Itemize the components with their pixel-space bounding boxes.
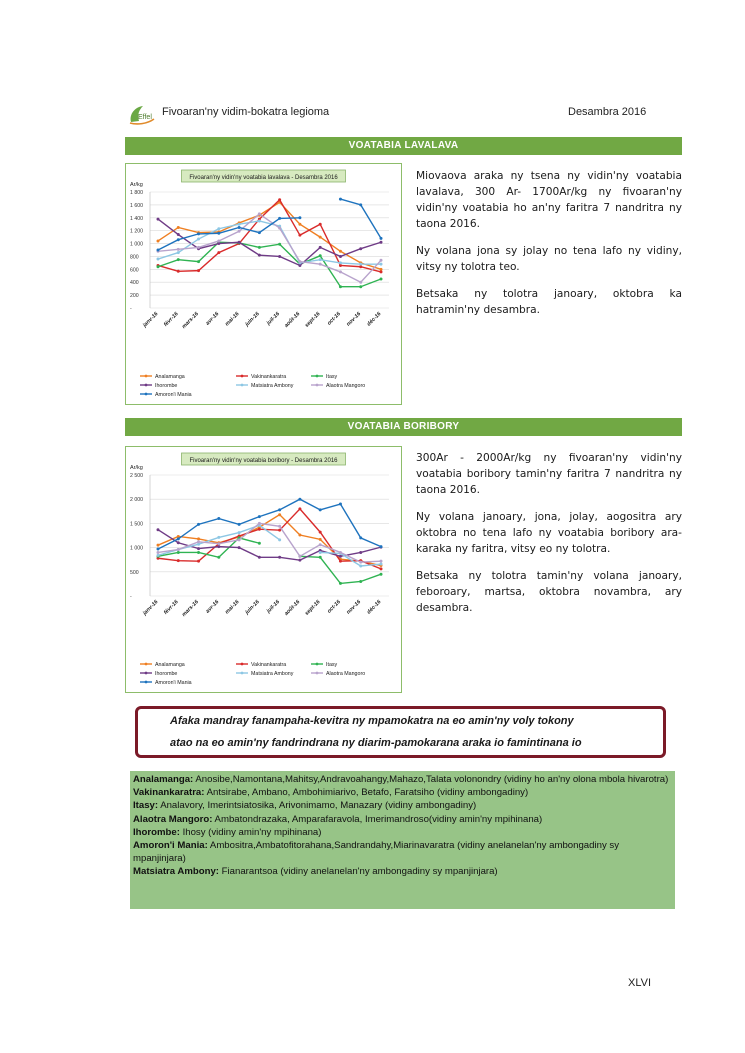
chart-lavalava-svg [126,164,401,404]
legend-marker [241,663,244,666]
data-point [258,515,261,518]
data-point [380,545,383,548]
data-point [359,561,362,564]
data-point [298,216,301,219]
paragraph: Miovaova araka ny tsena ny vidin'ny voatabia lavalava, 300 Ar- 1700Ar/kg ny fivoaran'ny vidin'ny voatabia ho an'ny faritra 7 nandritra ny taona 2016. [416,170,682,230]
data-point [339,560,342,563]
legend-marker [241,384,244,387]
y-tick-label: 2 500 [130,473,143,479]
data-point [217,517,220,520]
data-point [359,263,362,266]
x-tick-label: mars-16 [181,311,200,331]
section-band-lavalava: VOATABIA LAVALAVA [125,137,682,155]
data-point [197,537,200,540]
data-point [177,548,180,551]
data-point [319,543,322,546]
data-point [298,260,301,263]
data-point [339,264,342,267]
x-tick-label: mai-16 [224,599,241,616]
data-point [177,270,180,273]
paragraph: 300Ar - 2000Ar/kg ny fivoaran'ny vidin'ny voatabia boribory tamin'ny faritra 7 nandritra ny taona 2016. [416,452,682,496]
data-point [197,551,200,554]
page-number: XLVI [628,977,652,989]
data-point [197,547,200,550]
notice-line: Afaka mandray fanampaha-kevitra ny mpamokatra na eo amin'ny voly tokony [170,715,574,727]
data-point [380,563,383,566]
logo [127,104,157,126]
data-point [278,556,281,559]
y-tick-label: 1 000 [130,241,143,248]
data-point [339,551,342,554]
chart-title: Fivoaran'ny vidin'ny voatabia boribory - Desambra 2016 [189,458,338,464]
data-point [197,269,200,272]
x-tick-label: mars-16 [181,599,200,619]
data-point [238,241,241,244]
data-point [298,559,301,562]
data-point [298,234,301,237]
data-point [319,531,322,534]
data-point [319,551,322,554]
y-axis-unit: Ar/kg [130,182,143,188]
data-point [197,232,200,235]
data-point [258,254,261,257]
y-tick-label: 600 [130,267,139,274]
legend-label: Amoron'i Mania [155,392,192,398]
data-point [217,242,220,245]
legend-label: Ihorombe [155,383,178,389]
data-point [177,258,180,261]
notice-line: atao na eo amin'ny fandrindrana ny diarim-pamokarana araka io famintinana io [170,737,582,749]
data-point [177,233,180,236]
data-point [177,541,180,544]
legend-label: Vakinankaratra [251,662,287,668]
x-tick-label: déc-16 [366,311,383,328]
data-point [359,285,362,288]
data-point [238,538,241,541]
data-point [177,551,180,554]
region-entry: Amoron'i Mania: Ambositra,Ambatofitorahana,Sandrandahy,Miarinavaratra (vidiny anelanelan'ny ambongadiny sy mpanjinjara) [133,840,620,865]
y-tick-label: 400 [130,280,139,287]
data-point [157,551,160,554]
data-point [217,556,220,559]
notice-box [135,706,666,758]
data-point [380,270,383,273]
data-point [157,249,160,252]
data-point [197,560,200,563]
legend-label: Matsiatra Ambony [251,671,294,677]
legend-marker [316,384,319,387]
data-point [380,237,383,240]
chart-boribory-svg [126,447,401,692]
data-point [298,534,301,537]
data-point [298,223,301,226]
x-tick-label: déc-16 [366,599,383,616]
legend-marker [241,375,244,378]
regions-box [130,771,675,909]
paragraph: Betsaka ny tolotra tamin'ny volana janoary, feboroary, martsa, oktobra novambra, ary desambra. [416,570,682,614]
section-text-boribory [416,450,682,627]
data-point [380,573,383,576]
data-point [380,241,383,244]
data-point [319,246,322,249]
y-tick-label: 500 [130,569,139,576]
data-point [339,250,342,253]
region-entry: Alaotra Mangoro: Ambatondrazaka, Amparafaravola, Imerimandroso(vidiny amin'ny mpihinana) [133,813,543,825]
data-point [217,227,220,230]
x-tick-label: sept-16 [303,599,322,617]
data-point [278,198,281,201]
legend-label: Analamanga [155,662,185,668]
data-point [298,555,301,558]
paragraph: Ny volana janoary, jona, jolay, aogositra ary oktobra no tena lafo ny voatabia boribory ara-karaka ny faritra, vitsy eo ny tolotra. [416,511,682,555]
x-tick-label: août-16 [283,311,302,329]
legend-label: Matsiatra Ambony [251,383,294,389]
chart-boribory [125,446,402,693]
data-point [278,227,281,230]
legend-label: Itasy [326,662,338,668]
x-tick-label: juin-16 [244,599,261,616]
data-point [298,498,301,501]
data-point [339,555,342,558]
y-tick-label: 800 [130,254,139,261]
legend-label: Vakinankaratra [251,374,287,380]
data-point [278,508,281,511]
data-point [217,536,220,539]
data-point [278,529,281,532]
series-line [158,242,381,286]
legend-label: Alaotra Mangoro [326,671,366,677]
data-point [380,268,383,271]
data-point [359,265,362,268]
data-point [177,226,180,229]
data-point [298,264,301,267]
series-line [158,221,381,264]
data-point [339,270,342,273]
legend-label: Amoron'i Mania [155,680,192,686]
leaf-icon [127,104,157,126]
x-tick-label: mai-16 [224,311,241,328]
data-point [217,232,220,235]
data-point [217,251,220,254]
region-entry: Vakinankaratra: Antsirabe, Ambano, Ambohimiarivo, Betafo, Faratsiho (vidiny ambongadiny) [133,787,529,799]
section-text-lavalava [416,168,682,329]
x-tick-label: févr-16 [162,599,180,616]
legend-marker [145,384,148,387]
y-axis-unit: Ar/kg [130,465,143,471]
data-point [177,559,180,562]
data-point [258,246,261,249]
x-tick-label: oct-16 [326,311,342,327]
data-point [217,239,220,242]
legend-marker [145,663,148,666]
data-point [157,554,160,557]
data-point [177,537,180,540]
paragraph: Ny volana jona sy jolay no tena lafo ny vidiny, vitsy ny tolotra teo. [416,245,682,273]
y-tick-label: 1 800 [130,190,143,196]
x-tick-label: janv-16 [142,311,160,329]
data-point [197,260,200,263]
series-line [158,499,381,549]
y-tick-label: 200 [130,293,139,300]
data-point [278,243,281,246]
data-point [339,255,342,258]
data-point [157,528,160,531]
data-point [359,551,362,554]
y-tick-label: 1 500 [130,521,143,528]
legend-marker [316,663,319,666]
x-tick-label: nov-16 [345,311,363,328]
data-point [197,540,200,543]
data-point [359,247,362,250]
data-point [157,239,160,242]
data-point [157,544,160,547]
x-tick-label: janv-16 [142,599,160,617]
legend-marker [316,672,319,675]
section-band-boribory: VOATABIA BORIBORY [125,418,682,436]
data-point [380,278,383,281]
data-point [258,522,261,525]
data-point [319,258,322,261]
x-tick-label: avr-16 [204,599,221,615]
data-point [177,238,180,241]
data-point [339,285,342,288]
data-point [157,265,160,268]
paragraph: Betsaka ny tolotra janoary, oktobra ka hatramin'ny desambra. [416,288,682,316]
y-tick-label: - [130,594,132,600]
data-point [157,548,160,551]
data-point [319,538,322,541]
y-tick-label: - [130,306,132,312]
document-title: Fivoaran'ny vidim-bokatra legioma [162,106,330,118]
data-point [258,220,261,223]
legend-label: Itasy [326,374,338,380]
data-point [339,503,342,506]
data-point [238,223,241,226]
data-point [177,251,180,254]
y-tick-label: 1 000 [130,545,143,552]
document-date: Desambra 2016 [568,106,647,118]
region-entry: Itasy: Analavory, Imerintsiatosika, Arivonimamo, Manazary (vidiny ambongadiny) [133,800,477,812]
x-tick-label: nov-16 [345,599,363,616]
data-point [359,203,362,206]
data-point [319,223,322,226]
chart-title: Fivoaran'ny vidin'ny voatabia lavalava - Desambra 2016 [189,175,338,181]
data-point [298,507,301,510]
data-point [339,198,342,201]
data-point [339,261,342,264]
legend-label: Alaotra Mangoro [326,383,366,389]
legend-label: Ihorombe [155,671,178,677]
data-point [258,212,261,215]
svg-text:Effel: Effel [138,114,152,121]
data-point [258,528,261,531]
data-point [339,582,342,585]
data-point [319,236,322,239]
x-tick-label: oct-16 [326,599,342,615]
data-point [258,231,261,234]
data-point [197,238,200,241]
region-entry: Matsiatra Ambony: Fianarantsoa (vidiny anelanelan'ny ambongadiny sy mpanjinjara) [133,866,498,878]
x-tick-label: sept-16 [303,311,322,329]
data-point [217,542,220,545]
data-point [359,580,362,583]
y-tick-label: 1 200 [130,228,143,235]
data-point [278,217,281,220]
x-tick-label: févr-16 [162,311,180,328]
data-point [258,542,261,545]
data-point [319,508,322,511]
data-point [157,258,160,261]
data-point [319,263,322,266]
region-entry: Ihorombe: Ihosy (vidiny amin'ny mpihinana) [133,826,322,838]
data-point [278,525,281,528]
y-tick-label: 1 400 [130,215,143,222]
data-point [238,226,241,229]
legend-marker [145,681,148,684]
x-tick-label: août-16 [283,599,302,617]
chart-lavalava [125,163,402,405]
data-point [197,246,200,249]
data-point [319,254,322,257]
x-tick-label: juil-16 [265,599,282,615]
x-tick-label: avr-16 [204,311,221,327]
data-point [238,523,241,526]
data-point [319,556,322,559]
data-point [217,545,220,548]
data-point [278,513,281,516]
data-point [278,538,281,541]
data-point [238,531,241,534]
data-point [380,567,383,570]
legend-marker [145,393,148,396]
region-entry: Analamanga: Anosibe,Namontana,Mahitsy,Andravoahangy,Mahazo,Talata volonondry (vidiny ho an'ny olona mbola hivarotra) [133,774,669,785]
data-point [359,536,362,539]
data-point [238,546,241,549]
data-point [177,248,180,251]
data-point [157,218,160,221]
legend-marker [241,672,244,675]
legend-marker [145,375,148,378]
legend-label: Analamanga [155,374,185,380]
x-tick-label: juin-16 [244,311,261,328]
data-point [197,523,200,526]
data-point [258,556,261,559]
legend-marker [316,375,319,378]
data-point [380,259,383,262]
data-point [359,281,362,284]
y-tick-label: 2 000 [130,497,143,504]
data-point [380,560,383,563]
x-tick-label: juil-16 [265,311,282,327]
y-tick-label: 1 600 [130,202,143,209]
data-point [238,230,241,233]
data-point [278,255,281,258]
data-point [380,263,383,266]
legend-marker [145,672,148,675]
data-point [359,564,362,567]
